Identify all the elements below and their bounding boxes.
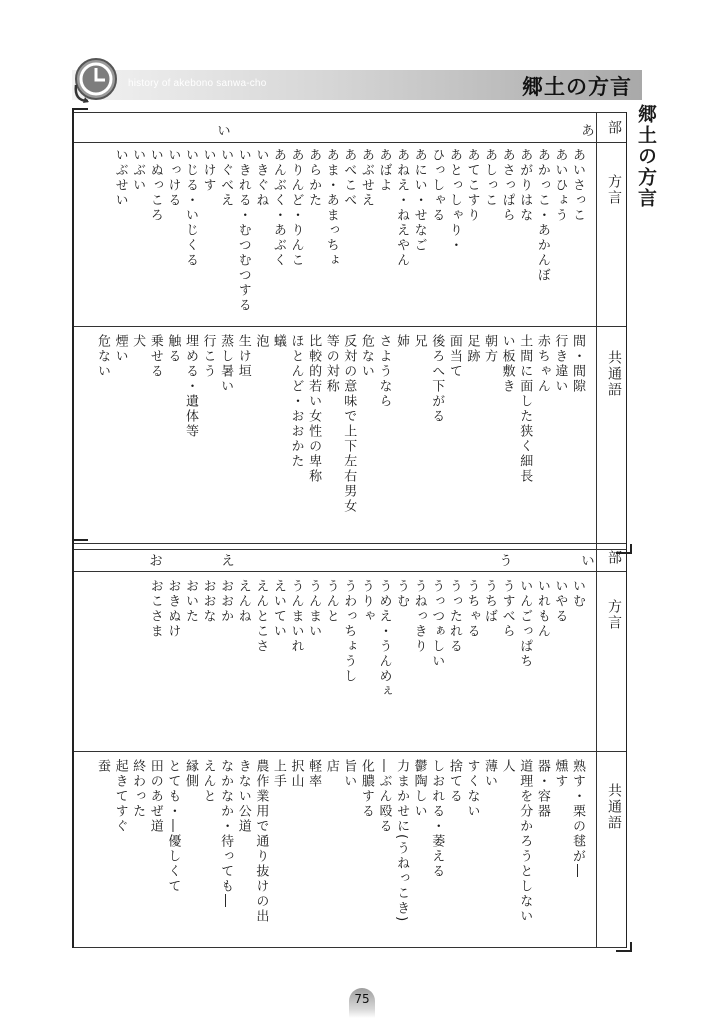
dialect-cell: いんごっぱち: [517, 579, 533, 669]
standard-cell: い板敷き: [499, 334, 515, 394]
dialect-cell: ありんど・りんこ: [288, 148, 304, 268]
section-kana: お: [149, 554, 163, 569]
standard-column: [91, 759, 584, 924]
page-title: 郷土の方言: [522, 75, 632, 99]
dialect-label: 方言: [606, 599, 622, 631]
dialect-cell: あとっしゃり・: [446, 148, 462, 253]
section-label: 部: [606, 120, 622, 136]
standard-cell: 農作業用で通り抜けの出: [253, 759, 269, 924]
standard-cell: 朝方: [482, 334, 498, 364]
side-title: 郷土の方言: [635, 104, 657, 209]
standard-cell: 比較的若い女性の卑称: [306, 334, 322, 484]
dialect-cell: うんと: [323, 579, 339, 624]
dialect-cell: あてこすり: [464, 148, 480, 223]
dialect-cell: あがりはな: [517, 148, 533, 223]
standard-cell: 煙い: [112, 334, 128, 364]
dialect-cell: うむ: [394, 579, 410, 609]
dialect-cell: いむ: [570, 579, 585, 609]
page-number: 75: [349, 988, 375, 1018]
dialect-cell: あにい・せなご: [411, 148, 427, 253]
section-kana: い: [217, 124, 231, 139]
dialect-cell: うっつぁしい: [429, 579, 445, 669]
standard-cell: 土間に面した狭く細長: [517, 334, 533, 484]
dialect-cell: うりゃ: [358, 579, 374, 624]
standard-cell: 間・間隙: [570, 334, 585, 394]
dialect-cell: おおな: [200, 579, 216, 624]
dialect-cell: いきれる・むつむつする: [235, 148, 251, 313]
dialect-label: 方言: [606, 174, 622, 206]
section-kana: う: [499, 554, 513, 569]
dialect-cell: うんまいれ: [288, 579, 304, 654]
standard-cell: 後ろへ下がる: [429, 334, 445, 424]
standard-cell: 蚕: [94, 759, 110, 774]
standard-cell: 捨てる: [446, 759, 462, 804]
standard-cell: 行き違い: [552, 334, 568, 394]
dialect-cell: あばよ: [376, 148, 392, 193]
standard-label: 共通語: [606, 350, 622, 398]
dialect-cell: あべこべ: [341, 148, 357, 208]
standard-cell: きない公道: [235, 759, 251, 834]
dialect-cell: いぐべえ: [218, 148, 234, 208]
standard-cell: 力まかせに(うねっこき): [394, 759, 410, 924]
dialect-column: [109, 148, 584, 313]
header-subtitle: history of akebono sanwa-cho: [128, 78, 267, 89]
standard-cell: 燻す: [552, 759, 568, 789]
dialect-cell: あねえ・ねえやん: [394, 148, 410, 268]
standard-cell: えんと: [200, 759, 216, 804]
dialect-cell: あぶせえ: [358, 148, 374, 208]
standard-cell: 上手: [270, 759, 286, 789]
dialect-cell: おきぬけ: [165, 579, 181, 639]
standard-cell: なかなか・待っても―: [218, 759, 234, 909]
standard-cell: 犬: [130, 334, 146, 349]
standard-cell: 田のあぜ道: [147, 759, 163, 834]
dialect-cell: いやる: [552, 579, 568, 624]
dialect-cell: あかっこ・あかんぼ: [534, 148, 550, 283]
dialect-table-2: [72, 543, 627, 948]
dialect-cell: うわっちょうし: [341, 579, 357, 684]
standard-cell: 鬱陶しい: [411, 759, 427, 819]
dialect-cell: いじる・いじくる: [182, 148, 198, 268]
dialect-cell: いぶせい: [112, 148, 128, 208]
standard-cell: 人: [499, 759, 515, 774]
dialect-cell: あいひょう: [552, 148, 568, 223]
standard-cell: ほとんど・おおかた: [288, 334, 304, 469]
dialect-cell: おいた: [182, 579, 198, 624]
section-label: 部: [606, 550, 622, 566]
standard-cell: さようなら: [376, 334, 392, 409]
standard-cell: 生け垣: [235, 334, 251, 379]
dialect-cell: うったれる: [446, 579, 462, 654]
standard-cell: 縁側: [182, 759, 198, 789]
dialect-cell: あらかた: [306, 148, 322, 208]
section-kana: え: [221, 554, 235, 569]
standard-column: [91, 334, 584, 514]
standard-label: 共通語: [606, 783, 622, 831]
dialect-cell: あいさっこ: [570, 148, 585, 223]
dialect-cell: ひっしゃる: [429, 148, 445, 223]
standard-cell: 泡: [253, 334, 269, 349]
standard-cell: 反対の意味で上下左右男女: [341, 334, 357, 514]
standard-cell: 蒸し暑い: [218, 334, 234, 394]
dialect-cell: あま・あまっちょ: [323, 148, 339, 268]
standard-cell: 兄: [411, 334, 427, 349]
dialect-cell: おおか: [218, 579, 234, 624]
dialect-cell: いっける: [165, 148, 181, 208]
dialect-cell: うんまい: [306, 579, 322, 639]
standard-cell: 道理を分かろうとしない: [517, 759, 533, 924]
standard-cell: ―ぶん殴る: [376, 759, 392, 834]
dialect-cell: あしっこ: [482, 148, 498, 208]
standard-cell: 面当て: [446, 334, 462, 379]
standard-cell: とても・―優しくて: [165, 759, 181, 894]
standard-cell: しおれる・萎える: [429, 759, 445, 879]
standard-cell: 等の対称: [323, 334, 339, 394]
dialect-cell: うねっきり: [411, 579, 427, 654]
standard-cell: 蟻: [270, 334, 286, 349]
dialect-cell: えんね: [235, 579, 251, 624]
section-kana: あ: [581, 124, 595, 139]
dialect-cell: いれもん: [534, 579, 550, 639]
standard-cell: 危ない: [94, 334, 110, 379]
standard-cell: 危ない: [358, 334, 374, 379]
dialect-cell: うめえ・うんめぇ: [376, 579, 392, 699]
standard-cell: 薄い: [482, 759, 498, 789]
clock-logo-icon: [70, 55, 120, 105]
dialect-column: [144, 579, 584, 699]
standard-cell: 熟す・栗の毬が―: [570, 759, 585, 879]
standard-cell: 姉: [394, 334, 410, 349]
dialect-cell: うすべら: [499, 579, 515, 639]
dialect-cell: いぬっころ: [147, 148, 163, 223]
standard-cell: 埋める・遺体等: [182, 334, 198, 439]
standard-cell: 行こう: [200, 334, 216, 379]
standard-cell: 店: [323, 759, 339, 774]
standard-cell: 終わった: [130, 759, 146, 819]
standard-cell: 起きてすぐ: [112, 759, 128, 834]
standard-cell: 器・容器: [534, 759, 550, 819]
standard-cell: 乗せる: [147, 334, 163, 379]
dialect-cell: あさっぱら: [499, 148, 515, 223]
standard-cell: 軽率: [306, 759, 322, 789]
dialect-cell: うちゃる: [464, 579, 480, 639]
dialect-cell: いきぐね: [253, 148, 269, 208]
dialect-cell: おこさま: [147, 579, 163, 639]
standard-cell: 化膿する: [358, 759, 374, 819]
dialect-cell: あんぶく・あぶく: [270, 148, 286, 268]
standard-cell: 足跡: [464, 334, 480, 364]
section-kana: い: [581, 554, 595, 569]
standard-cell: すくない: [464, 759, 480, 819]
dialect-cell: えんとこさ: [253, 579, 269, 654]
dialect-cell: えいてい: [270, 579, 286, 639]
standard-cell: 旨い: [341, 759, 357, 789]
standard-cell: 赤ちゃん: [534, 334, 550, 394]
dialect-cell: うちば: [482, 579, 498, 624]
dialect-cell: いぶい: [130, 148, 146, 193]
standard-cell: 択山: [288, 759, 304, 789]
dialect-cell: いけす: [200, 148, 216, 193]
standard-cell: 触る: [165, 334, 181, 364]
dialect-table-1: [72, 112, 627, 550]
